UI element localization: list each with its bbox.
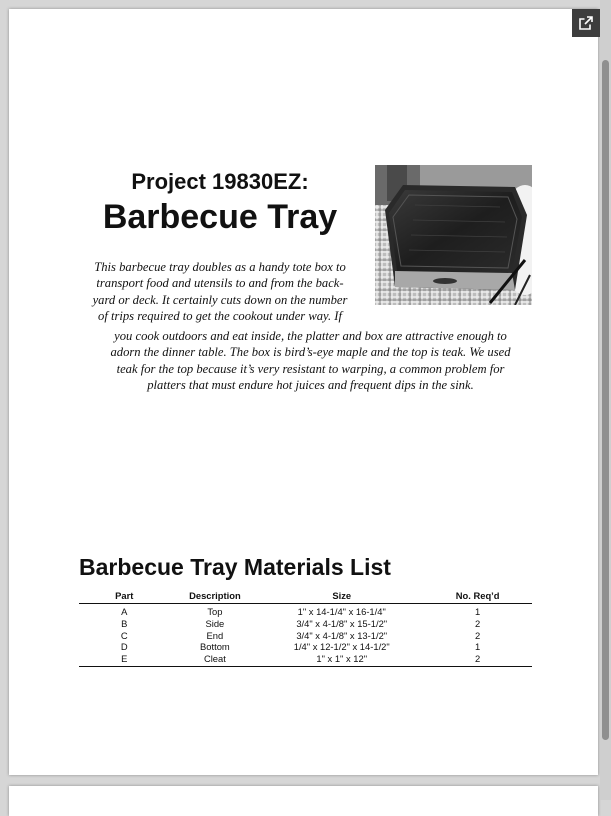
table-row — [79, 630, 532, 642]
cell-size: 3/4" x 4-1/8" x 13-1/2" — [296, 629, 388, 641]
intro-line: This barbecue tray doubles as a handy tote box to — [94, 260, 346, 274]
intro-line: transport food and utensils to and from the back- — [96, 276, 344, 291]
cell-size: 3/4" x 4-1/8" x 15-1/2" — [296, 617, 388, 629]
cell-size: 1/4" x 12-1/2" x 14-1/2" — [293, 641, 390, 653]
intro-line: teak for the top because it’s very resistant to warping, a common problem for — [116, 361, 505, 376]
table-header-row — [79, 589, 532, 604]
materials-table — [79, 589, 532, 667]
cell-part: A — [121, 606, 128, 617]
cell-description: Bottom — [200, 641, 230, 653]
cell-part: D — [120, 641, 128, 653]
cell-description: Cleat — [170, 653, 261, 666]
cell-quantity: 1 — [475, 641, 481, 653]
intro-line: yard or deck. It certainly cuts down on the number — [92, 292, 348, 307]
scrollbar[interactable] — [600, 0, 611, 800]
intro-line: of trips required to get the cookout under way. If — [98, 309, 342, 324]
intro-paragraph-narrow — [69, 259, 371, 325]
cell-size: 1" x 14-1/4" x 16-1/4" — [297, 606, 386, 617]
cell-quantity: 1 — [475, 606, 481, 617]
scrollbar-thumb[interactable] — [602, 60, 609, 740]
table-row — [79, 641, 532, 653]
intro-line: you cook outdoors and eat inside, the platter and box are attractive enough to — [114, 329, 507, 343]
cell-description: Top — [207, 606, 223, 617]
cell-part: E — [79, 653, 170, 666]
document-page — [9, 9, 598, 775]
cell-description: Side — [205, 617, 225, 629]
cell-part: B — [121, 617, 128, 629]
column-header-description: Description — [170, 589, 261, 604]
barbecue-tray-photo — [375, 165, 532, 305]
cell-quantity: 2 — [475, 617, 481, 629]
column-header-size: Size — [260, 589, 423, 604]
column-header-part: Part — [79, 589, 170, 604]
table-row — [79, 618, 532, 630]
project-number: Project 19830EZ: — [131, 169, 309, 194]
cell-description: End — [206, 629, 224, 641]
table-row — [79, 653, 532, 666]
table-row — [79, 604, 532, 618]
cell-part: C — [120, 629, 128, 641]
cell-quantity: 2 — [423, 653, 532, 666]
cell-quantity: 2 — [475, 629, 481, 641]
column-header-quantity: No. Req’d — [423, 589, 532, 604]
intro-paragraph-wide — [79, 328, 542, 394]
external-link-icon[interactable] — [572, 9, 600, 37]
page-title: Barbecue Tray — [102, 198, 338, 236]
cell-size: 1" x 1" x 12" — [260, 653, 423, 666]
intro-line: adorn the dinner table. The box is bird’s-eye maple and the top is teak. We used — [110, 345, 511, 360]
materials-list-title: Barbecue Tray Materials List — [79, 554, 391, 580]
next-page-edge — [9, 786, 598, 816]
intro-line: platters that must endure hot juices and frequent dips in the sink. — [147, 378, 474, 393]
